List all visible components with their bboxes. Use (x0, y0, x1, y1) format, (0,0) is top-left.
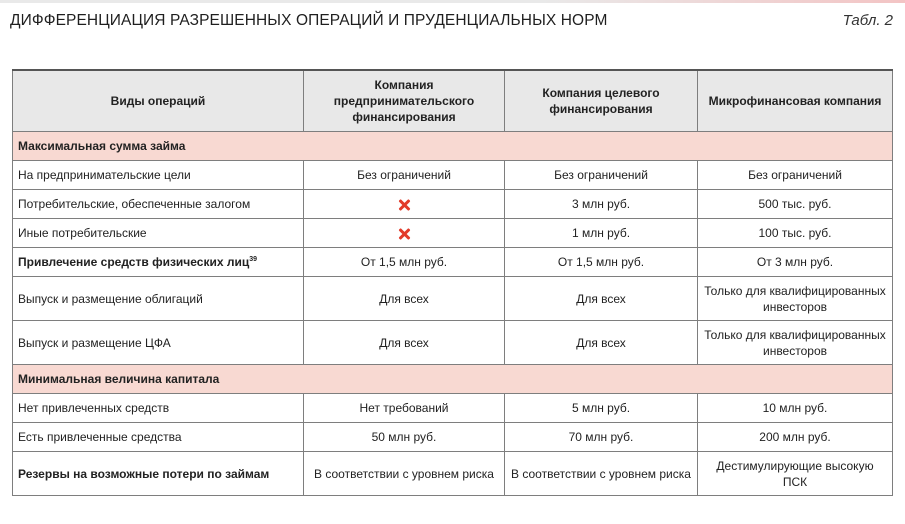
cell-value: 5 млн руб. (505, 394, 698, 423)
header-targeted-finance: Компания целевого финансирования (505, 70, 698, 132)
table-row (13, 248, 893, 277)
table-row (13, 394, 893, 423)
row-label: Резервы на возможные потери по займам (13, 452, 304, 496)
header-entrepreneurial-finance: Компания предпринимательского финансирования (304, 70, 505, 132)
cell-value: Для всех (505, 277, 698, 321)
comparison-table (12, 69, 893, 496)
cell-value: 50 млн руб. (304, 423, 505, 452)
table-reference: Табл. 2 (842, 12, 893, 29)
cell-value: От 1,5 млн руб. (505, 248, 698, 277)
section-label: Минимальная величина капитала (13, 365, 893, 394)
cell-value: Только для квалифицированных инвесторов (698, 321, 893, 365)
cross-icon (398, 199, 410, 211)
table-row (13, 452, 893, 496)
row-label: На предпринимательские цели (13, 161, 304, 190)
cell-value (304, 190, 505, 219)
row-label: Есть привлеченные средства (13, 423, 304, 452)
section-label: Максимальная сумма займа (13, 132, 893, 161)
row-label: Выпуск и размещение облигаций (13, 277, 304, 321)
cell-value: Только для квалифицированных инвесторов (698, 277, 893, 321)
cell-value: Для всех (304, 321, 505, 365)
section-row-max-loan (13, 132, 893, 161)
row-label (13, 248, 304, 277)
cell-value: От 3 млн руб. (698, 248, 893, 277)
cell-value: 70 млн руб. (505, 423, 698, 452)
cell-value: 1 млн руб. (505, 219, 698, 248)
cell-value: В соответствии с уровнем риска (304, 452, 505, 496)
table-row (13, 423, 893, 452)
cell-value: Без ограничений (304, 161, 505, 190)
cell-value (304, 219, 505, 248)
row-label: Иные потребительские (13, 219, 304, 248)
cell-value: Без ограничений (698, 161, 893, 190)
cell-value: Нет требований (304, 394, 505, 423)
table-row (13, 219, 893, 248)
table-row (13, 190, 893, 219)
row-label: Нет привлеченных средств (13, 394, 304, 423)
cell-value: 10 млн руб. (698, 394, 893, 423)
table-row (13, 321, 893, 365)
table-row (13, 277, 893, 321)
cell-value: Для всех (304, 277, 505, 321)
header-microfinance: Микрофинансовая компания (698, 70, 893, 132)
cell-value: Дестимулирующие высокую ПСК (698, 452, 893, 496)
row-label: Потребительские, обеспеченные залогом (13, 190, 304, 219)
row-label-text: Привлечение средств физических лиц (18, 255, 250, 269)
cell-value: В соответствии с уровнем риска (505, 452, 698, 496)
section-row-min-capital (13, 365, 893, 394)
cell-value: 3 млн руб. (505, 190, 698, 219)
cell-value: От 1,5 млн руб. (304, 248, 505, 277)
document-title: ДИФФЕРЕНЦИАЦИЯ РАЗРЕШЕННЫХ ОПЕРАЦИЙ И ПРУДЕНЦИАЛЬНЫХ НОРМ (10, 12, 608, 29)
cross-icon (398, 228, 410, 240)
top-rule (0, 0, 905, 3)
header-operation-types: Виды операций (13, 70, 304, 132)
cell-value: Для всех (505, 321, 698, 365)
cell-value: 500 тыс. руб. (698, 190, 893, 219)
table-row (13, 161, 893, 190)
cell-value: 100 тыс. руб. (698, 219, 893, 248)
footnote-marker: 39 (249, 256, 258, 263)
table-header-row (13, 70, 893, 132)
row-label: Выпуск и размещение ЦФА (13, 321, 304, 365)
cell-value: 200 млн руб. (698, 423, 893, 452)
cell-value: Без ограничений (505, 161, 698, 190)
